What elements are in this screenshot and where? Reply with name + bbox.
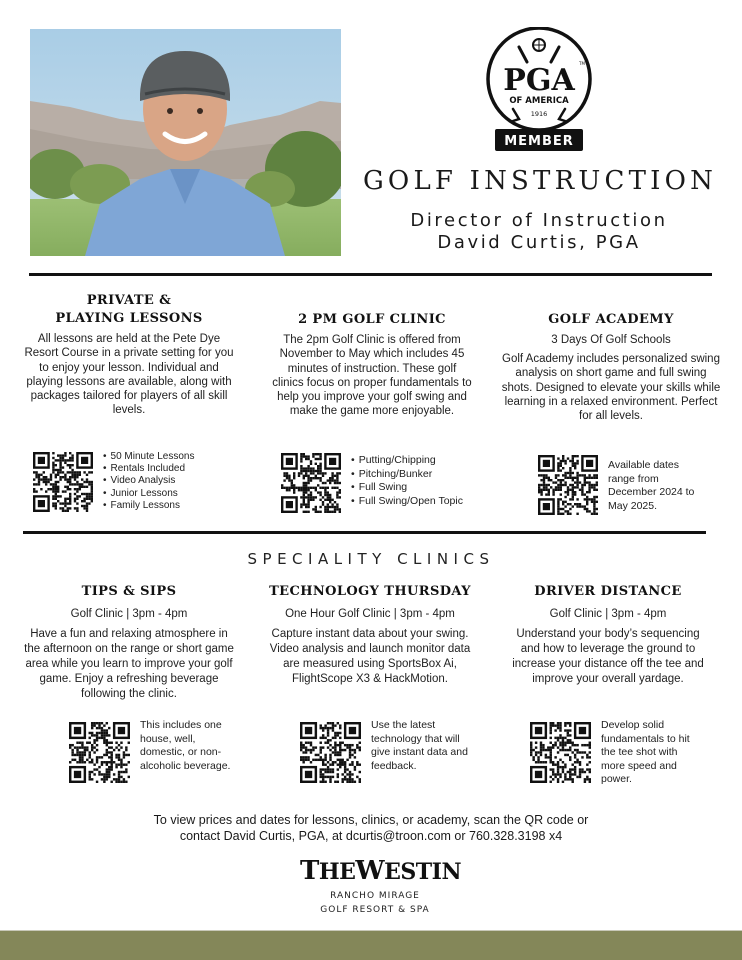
program-description: All lessons are held at the Pete Dye Resort Course in a private setting for you to enjoy your lesson. Individual and playing lessons are available, along with packages tailored for players of all skill levels. (24, 333, 234, 417)
program-title: GOLF ACADEMY (548, 312, 674, 327)
list-item: • Full Swing/Open Topic (351, 495, 463, 509)
instructor-credits (370, 210, 708, 254)
page-title: GOLF INSTRUCTION (362, 166, 718, 196)
instructor-name: David Curtis, PGA (437, 232, 641, 253)
private-lessons-qr-block (33, 452, 194, 512)
badge-tm: TM (579, 61, 585, 66)
clinic-title: DRIVER DISTANCE (534, 584, 682, 599)
pga-member-badge (483, 27, 595, 153)
program-schedule: 3 Days Of Golf Schools (551, 334, 671, 346)
footer-band (0, 930, 742, 960)
program-title: PRIVATE & PLAYING LESSONS (55, 293, 203, 326)
contact-line: contact David Curtis, PGA, at dcurtis@troon.com or 760.328.3198 x4 (179, 829, 563, 843)
qr-code-icon[interactable] (300, 722, 361, 783)
qr-code-icon[interactable] (281, 453, 341, 513)
badge-org: OF AMERICA (509, 96, 569, 106)
list-item: • 50 Minute Lessons (103, 451, 194, 463)
contact-line: To view prices and dates for lessons, clinics, or academy, scan the QR code or (153, 813, 589, 827)
golf-academy-qr-block (538, 455, 704, 515)
list-item: • Rentals Included (103, 463, 194, 475)
2pm-clinic-qr-block (281, 453, 463, 513)
qr-note: Use the latest technology that will give instant data and feedback. (371, 719, 468, 772)
program-description: Golf Academy includes personalized swing analysis on short game and full swing shots. Designed to elevate your skills while learning in a relaxed environment. Perfect for all levels. (501, 353, 721, 423)
clinic-driver-distance (510, 583, 706, 687)
driver-distance-qr-block (530, 719, 701, 787)
program-title: 2 PM GOLF CLINIC (298, 312, 446, 327)
section-divider (29, 273, 712, 276)
instructor-photo (30, 29, 341, 256)
clinic-description: Have a fun and relaxing atmosphere in the afternoon on the range or short game area while you learn to improve your golf game. Enjoy a refreshing beverage following the clinic. (24, 628, 234, 700)
tips-sips-qr-block (69, 719, 240, 783)
clinic-schedule: Golf Clinic | 3pm - 4pm (70, 608, 188, 620)
list-item: • Junior Lessons (103, 488, 194, 500)
qr-note: Develop solid fundamentals to hit the tee shot with more speed and power. (601, 719, 690, 785)
speciality-heading: SPECIALITY CLINICS (247, 550, 495, 568)
list-item: • Putting/Chipping (351, 454, 463, 468)
qr-note: This includes one house, well, domestic, or non-alcoholic beverage. (140, 719, 231, 772)
program-description: The 2pm Golf Clinic is offered from November to May which includes 45 minutes of instruction. These golf clinics focus on proper fundamentals to help you improve your golf swing and make the game more enjoyable. (272, 334, 472, 418)
section-divider (23, 531, 706, 534)
clinic-schedule: One Hour Golf Clinic | 3pm - 4pm (285, 608, 455, 620)
list-item: • Video Analysis (103, 475, 194, 487)
westin-logo (300, 856, 462, 917)
program-golf-academy (500, 311, 722, 423)
clinic-title: TIPS & SIPS (81, 584, 177, 599)
clinic-schedule: Golf Clinic | 3pm - 4pm (549, 608, 667, 620)
technology-thursday-qr-block (300, 719, 481, 783)
clinic-technology-thursday (262, 583, 478, 687)
list-item: • Family Lessons (103, 500, 194, 512)
qr-code-icon[interactable] (530, 722, 591, 783)
contact-info (0, 812, 742, 844)
feature-list (351, 454, 463, 508)
program-2pm-clinic (272, 311, 472, 419)
clinic-tips-and-sips (24, 583, 234, 702)
qr-code-icon[interactable] (69, 722, 130, 783)
westin-location: RANCHO MIRAGE GOLF RESORT & SPA (320, 891, 430, 915)
badge-year: 1916 (530, 110, 548, 118)
badge-member-label: MEMBER (504, 134, 574, 149)
list-item: • Pitching/Bunker (351, 468, 463, 482)
list-item: • Full Swing (351, 481, 463, 495)
clinic-title: TECHNOLOGY THURSDAY (269, 584, 471, 599)
program-private-lessons (24, 292, 234, 418)
qr-note: Available dates range from December 2024 to May 2025. (608, 459, 695, 512)
clinic-description: Understand your body’s sequencing and how to leverage the ground to increase your distance off the tee and improve your overall yardage. (512, 628, 704, 685)
qr-code-icon[interactable] (538, 455, 598, 515)
westin-wordmark: THEWESTIN (300, 856, 462, 886)
qr-code-icon[interactable] (33, 452, 93, 512)
badge-pga-text: PGA (503, 63, 575, 98)
instructor-role: Director of Instruction (410, 210, 668, 231)
feature-list (103, 451, 194, 512)
clinic-description: Capture instant data about your swing. Video analysis and launch monitor data are measured using SportsBox Ai, FlightScope X3 & HackMotion. (269, 628, 471, 685)
